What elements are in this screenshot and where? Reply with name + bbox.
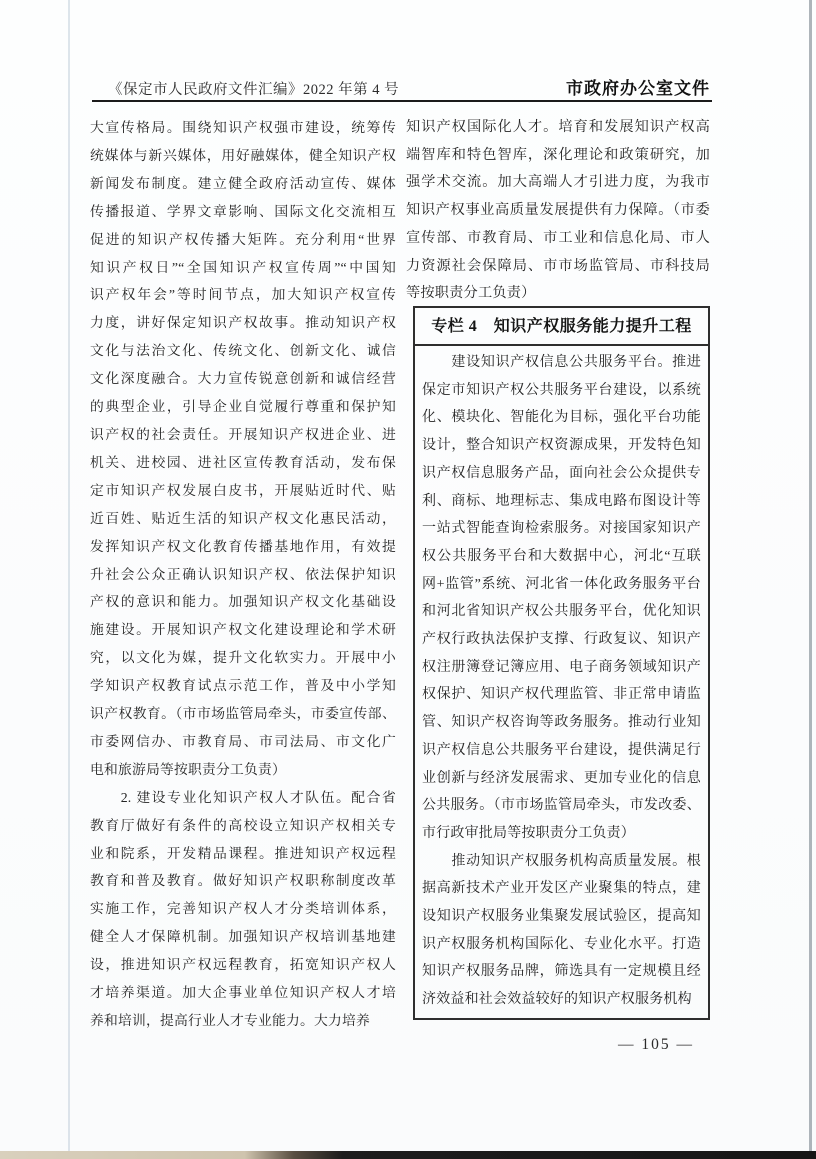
text-line: 电和旅游局等按职责分工负责） xyxy=(90,761,286,777)
text-line: 权公共服务平台和大数据中心，河北“互联 xyxy=(422,548,701,564)
paragraph xyxy=(422,349,701,848)
text-line: 济效益和社会效益较好的知识产权服务机构 xyxy=(422,992,692,1008)
text-line: 设计，整合知识产权资源成果，开发特色知 xyxy=(422,438,701,454)
text-line: 建设知识产权信息公共服务平台。推进 xyxy=(422,355,701,370)
text-line: 公共服务。（市市场监管局牵头，市发改委、 xyxy=(422,798,701,814)
text-line: 端智库和特色智库，深化理论和政策研究，加 xyxy=(406,146,710,163)
text-line: 管、知识产权咨询等政务服务。推动行业知 xyxy=(422,715,701,731)
right-text-column xyxy=(406,114,710,308)
feature-box-title: 专栏 4 知识产权服务能力提升工程 xyxy=(415,308,708,346)
text-line: 健全人才保障机制。加强知识产权培训基地建 xyxy=(90,929,396,945)
text-line: 教育厅做好有条件的高校设立知识产权相关专 xyxy=(90,817,396,833)
header-publication-title: 《保定市人民政府文件汇编》2022 年第 4 号 xyxy=(108,82,400,98)
text-line: 施建设。开展知识产权文化建设理论和学术研 xyxy=(90,622,396,638)
text-line: 升社会公众正确认识知识产权、依法保护知识 xyxy=(90,566,396,582)
text-line: 设知识产权服务业集聚发展试验区，提高知 xyxy=(422,909,701,925)
text-line: 知识产权国际化人才。培育和发展知识产权高 xyxy=(406,119,710,135)
paragraph xyxy=(406,114,710,308)
text-line: 近百姓、贴近生活的知识产权文化惠民活动， xyxy=(90,510,396,526)
text-line: 识产权年会”等时间节点，加大知识产权宣传 xyxy=(90,287,396,303)
text-line: 市委网信办、市教育局、市司法局、市文化广 xyxy=(90,733,396,749)
text-line: 市行政审批局等按职责分工负责） xyxy=(422,825,635,841)
paragraph xyxy=(422,848,701,1014)
text-line: 力资源社会保障局、市市场监管局、市科技局 xyxy=(406,257,710,274)
text-line: 识产权信息服务产品，面向社会公众提供专 xyxy=(422,465,701,481)
text-line: 2. 建设专业化知识产权人才队伍。配合省 xyxy=(90,789,396,805)
text-line: 传播报道、学界文章影响、国际文化交流相互 xyxy=(90,203,396,219)
text-line: 权注册簿登记簿应用、电子商务领域知识产 xyxy=(422,659,701,675)
text-line: 新闻发布制度。建立健全政府活动宣传、媒体 xyxy=(90,175,396,191)
text-line: 设，推进知识产权远程教育，拓宽知识产权人 xyxy=(90,957,396,973)
text-line: 学知识产权教育试点示范工作，普及中小学知 xyxy=(90,678,396,694)
text-line: 识产权服务机构国际化、专业化水平。打造 xyxy=(422,936,701,952)
text-line: 才培养渠道。加大企事业单位知识产权人才培 xyxy=(90,985,396,1001)
text-line: 促进的知识产权传播大矩阵。充分利用“世界 xyxy=(90,231,396,247)
text-line: 产权的意识和能力。加强知识产权文化基础设 xyxy=(90,594,396,610)
text-line: 业创新与经济发展需求、更加专业化的信息 xyxy=(422,770,701,786)
feature-box-column-4 xyxy=(413,306,710,1020)
text-line: 文化与法治文化、传统文化、创新文化、诚信 xyxy=(90,343,396,359)
text-line: 究，以文化为媒，提升文化软实力。开展中小 xyxy=(90,650,396,666)
text-line: 知识产权日”“全国知识产权宣传周”“中国知 xyxy=(90,259,396,275)
scan-strip-bottom xyxy=(0,1151,816,1159)
text-line: 业和院系，开发精品课程。推进知识产权远程 xyxy=(90,845,396,861)
text-line: 机关、进校园、进社区宣传教育活动，发布保 xyxy=(90,454,396,470)
text-line: 的典型企业，引导企业自觉履行尊重和保护知 xyxy=(90,399,396,415)
text-line: 发挥知识产权文化教育传播基地作用，有效提 xyxy=(90,538,396,554)
header-rule xyxy=(92,100,712,102)
text-line: 识产权信息公共服务平台建设，提供满足行 xyxy=(422,742,701,758)
text-line: 统媒体与新兴媒体，用好融媒体，健全知识产权 xyxy=(90,147,396,163)
text-line: 保定市知识产权公共服务平台建设，以系统 xyxy=(422,382,701,398)
text-line: 产权行政执法保护支撑、行政复议、知识产 xyxy=(422,632,701,648)
paragraph xyxy=(90,114,396,784)
text-line: 定市知识产权发展白皮书，开展贴近时代、贴 xyxy=(90,482,396,498)
text-line: 知识产权服务品牌，筛选具有一定规模且经 xyxy=(422,964,701,980)
feature-box-body xyxy=(415,346,708,1018)
text-line: 化、模块化、智能化为目标，强化平台功能 xyxy=(422,410,701,426)
text-line: 宣传部、市教育局、市工业和信息化局、市人 xyxy=(406,229,710,246)
page-number: — 105 — xyxy=(618,1036,694,1053)
text-line: 强学术交流。加大高端人才引进力度，为我市 xyxy=(406,174,710,191)
text-line: 权保护、知识产权代理监管、非正常申请监 xyxy=(422,687,701,703)
text-line: 据高新技术产业开发区产业聚集的特点，建 xyxy=(422,881,701,897)
text-line: 等按职责分工负责） xyxy=(406,285,536,302)
scan-edge-left xyxy=(68,0,70,1152)
text-line: 大宣传格局。围绕知识产权强市建设，统筹传 xyxy=(90,120,396,135)
header-doc-type: 市政府办公室文件 xyxy=(566,79,710,98)
text-line: 识产权的社会责任。开展知识产权进企业、进 xyxy=(90,426,396,442)
text-line: 养和培训，提高行业人才专业能力。大力培养 xyxy=(90,1013,370,1028)
text-line: 和河北省知识产权公共服务平台，优化知识 xyxy=(422,604,701,620)
text-line: 利、商标、地理标志、集成电路布图设计等 xyxy=(422,493,701,509)
text-line: 教育和普及教育。做好知识产权职称制度改革 xyxy=(90,873,396,889)
left-text-column xyxy=(90,114,396,1035)
text-line: 网+监管”系统、河北省一体化政务服务平台 xyxy=(422,576,701,592)
text-line: 文化深度融合。大力宣传锐意创新和诚信经营 xyxy=(90,371,396,387)
text-line: 力度，讲好保定知识产权故事。推动知识产权 xyxy=(90,315,396,331)
text-line: 知识产权事业高质量发展提供有力保障。（市委 xyxy=(406,202,710,219)
text-line: 一站式智能查询检索服务。对接国家知识产 xyxy=(422,521,701,537)
text-line: 实施工作，完善知识产权人才分类培训体系， xyxy=(90,901,396,917)
text-line: 推动知识产权服务机构高质量发展。根 xyxy=(422,853,701,869)
text-line: 识产权教育。（市市场监管局牵头，市委宣传部、 xyxy=(90,706,396,722)
paragraph xyxy=(90,784,396,1035)
scan-edge-right xyxy=(809,0,812,1152)
